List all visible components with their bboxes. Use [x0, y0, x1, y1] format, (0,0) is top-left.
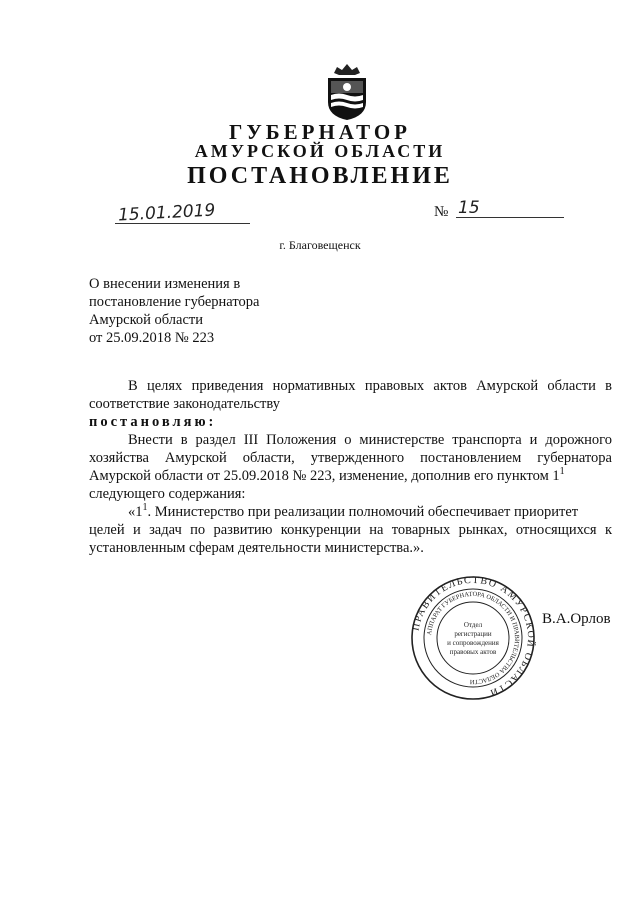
item-line: Внести в раздел III Положения о министерстве транспорта и дорожного	[128, 432, 612, 448]
document-number: 15	[458, 198, 480, 218]
quote-line	[128, 503, 612, 521]
city: г. Благовещенск	[279, 238, 361, 252]
stamp-ring-text: АППАРАТ ГУБЕРНАТОРА ОБЛАСТИ И ПРАВИТЕЛЬСТВА ОБЛАСТИ	[426, 590, 521, 686]
item-line: хозяйства Амурской области, утвержденного постановлением губернатора	[89, 450, 612, 466]
subject-line: от 25.09.2018 № 223	[89, 330, 215, 346]
decree-word: постановляю:	[89, 414, 217, 430]
stamp-center-line: и сопровождения	[447, 639, 499, 647]
item-line: следующего содержания:	[89, 486, 246, 502]
stamp-center-line: регистрации	[454, 630, 492, 638]
header-governor: ГУБЕРНАТОР	[228, 120, 412, 144]
official-seal-stamp	[410, 575, 536, 701]
quote-line: целей и задач по развитию конкуренции на товарных рынках, относящихся к	[89, 522, 612, 538]
intro-line: В целях приведения нормативных правовых актов Амурской области в	[128, 378, 612, 394]
coat-of-arms-emblem	[322, 62, 372, 122]
item-line	[89, 467, 612, 485]
stamp-center-line: Отдел	[463, 621, 483, 629]
subject-line: постановление губернатора	[89, 294, 260, 310]
quote-line: установленным сферам деятельности министерства.».	[89, 540, 424, 556]
quote-start: «1	[128, 504, 143, 520]
date-underline	[115, 223, 250, 224]
stamp-outer-text: ПРАВИТЕЛЬСТВО АМУРСКОЙ ОБЛАСТИ	[410, 575, 536, 699]
intro-line: соответствие законодательству	[89, 396, 280, 412]
quote-text: . Министерство при реализации полномочий обеспечивает приоритет	[147, 504, 579, 520]
stamp-center-line: правовых актов	[449, 648, 497, 656]
number-label: №	[434, 204, 449, 220]
header-region: АМУРСКОЙ ОБЛАСТИ	[194, 141, 446, 161]
subject-line: Амурской области	[89, 312, 203, 328]
signatory-name: В.А.Орлов	[542, 611, 611, 627]
subject-line: О внесении изменения в	[89, 276, 241, 292]
document-date: 15.01.2019	[117, 200, 216, 226]
superscript: 1	[142, 502, 148, 514]
document-subject	[89, 275, 259, 347]
item-line-text: Амурской области от 25.09.2018 № 223, изменение, дополнив его пунктом 1	[89, 468, 560, 484]
superscript: 1	[559, 466, 565, 478]
header-document-type: ПОСТАНОВЛЕНИЕ	[187, 163, 453, 189]
number-underline	[456, 217, 564, 218]
